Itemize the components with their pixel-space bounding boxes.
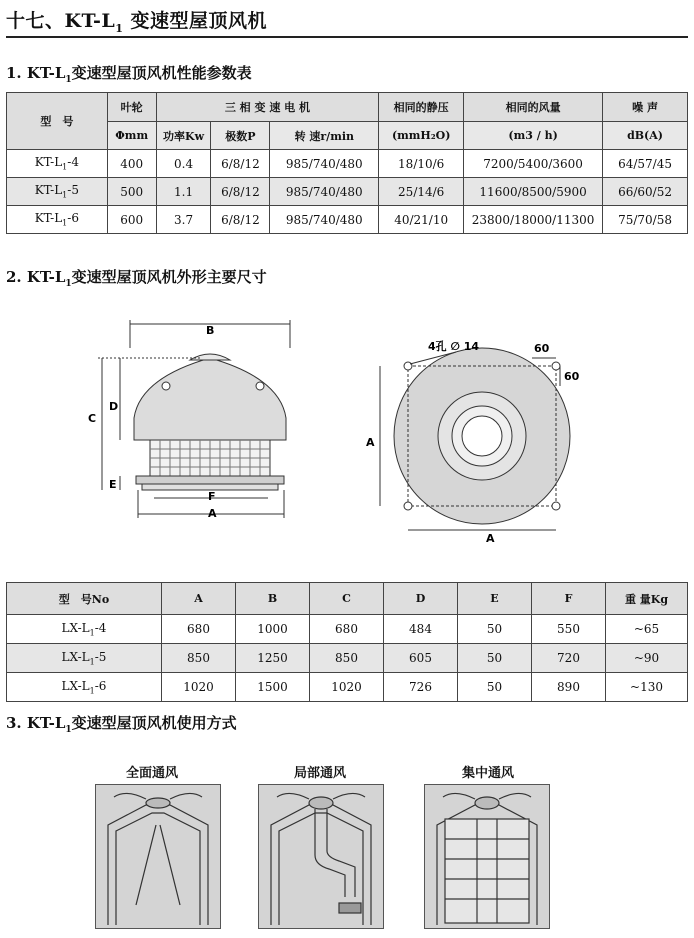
fan-top-view-drawing — [360, 336, 580, 546]
th-noise-unit: dB(A) — [603, 122, 688, 150]
th-power: 功率Kw — [156, 122, 211, 150]
th-noise: 噪 声 — [603, 93, 688, 122]
th-speed: 转 速r/min — [270, 122, 379, 150]
th-flow: 相同的风量 — [464, 93, 603, 122]
holes-label: 4孔 ∅ 14 — [428, 340, 480, 353]
dim-a-vertical-label: A — [366, 436, 375, 449]
dimension-table: 型 号No A B C D E F 重 量Kg $LX-L_1-4$ 680 1000 680 484 50 550 ~65 $LX-L_1-5$ 850 1250 850 605 50 720 ~90 $LX-L_1-6$ 1020 1500 1020 726 50 890 ~130 — [6, 582, 688, 702]
th-weight: 重 量Kg — [606, 583, 688, 615]
table-row: $KT-L_1-4$ 400 0.4 6/8/12 985/740/480 18/10/6 7200/5400/3600 64/57/45 — [7, 150, 688, 178]
dim-f-label: F — [208, 490, 216, 503]
table-row: $LX-L_1-4$ 680 1000 680 484 50 550 ~65 — [7, 615, 688, 644]
th-pressure-unit: (mmH₂O) — [379, 122, 464, 150]
section-heading-performance: 1. $KT-L_1$变速型屋顶风机性能参数表 — [6, 64, 252, 85]
dim-b-label: B — [206, 324, 215, 337]
dim-d-label: D — [109, 400, 119, 413]
usage-diagram-full — [95, 784, 221, 929]
fan-side-view-drawing — [80, 318, 310, 523]
dim-60-vertical: 60 — [564, 370, 580, 383]
table-row: $LX-L_1-6$ 1020 1500 1020 726 50 890 ~130 — [7, 673, 688, 702]
dim-c-label: C — [88, 412, 97, 425]
table-row: $KT-L_1-5$ 500 1.1 6/8/12 985/740/480 25/14/6 11600/8500/5900 66/60/52 — [7, 178, 688, 206]
th-model: 型 号 — [7, 93, 108, 150]
usage-label-full: 全面通风 — [126, 766, 179, 781]
th-motor: 三 相 变 速 电 机 — [156, 93, 379, 122]
th-flow-unit: (m3 / h) — [464, 122, 603, 150]
dim-a-horizontal-label: A — [486, 532, 495, 545]
usage-diagram-central — [424, 784, 550, 929]
th-pressure: 相同的静压 — [379, 93, 464, 122]
page-title: 十七、$KT-L_1$ 变速型屋顶风机 — [6, 10, 268, 35]
table-row: $LX-L_1-5$ 850 1250 850 605 50 720 ~90 — [7, 644, 688, 673]
section-heading-dimensions: 2. $KT-L_1$变速型屋顶风机外形主要尺寸 — [6, 268, 267, 289]
usage-label-central: 集中通风 — [462, 766, 515, 781]
dim-e-label: E — [109, 478, 117, 491]
usage-label-local: 局部通风 — [294, 766, 347, 781]
performance-table — [6, 92, 688, 234]
dim-60-horizontal: 60 — [534, 342, 550, 355]
dim-a-label: A — [208, 507, 217, 520]
th-impeller: 叶轮 — [107, 93, 156, 122]
th-impeller-unit: Φmm — [107, 122, 156, 150]
title-divider — [6, 36, 688, 38]
section-heading-usage: 3. $KT-L_1$变速型屋顶风机使用方式 — [6, 714, 237, 735]
th-model-no: 型 号No — [7, 583, 162, 615]
th-poles: 极数P — [211, 122, 270, 150]
usage-diagram-local — [258, 784, 384, 929]
table-row: $KT-L_1-6$ 600 3.7 6/8/12 985/740/480 40/21/10 23800/18000/11300 75/70/58 — [7, 206, 688, 234]
